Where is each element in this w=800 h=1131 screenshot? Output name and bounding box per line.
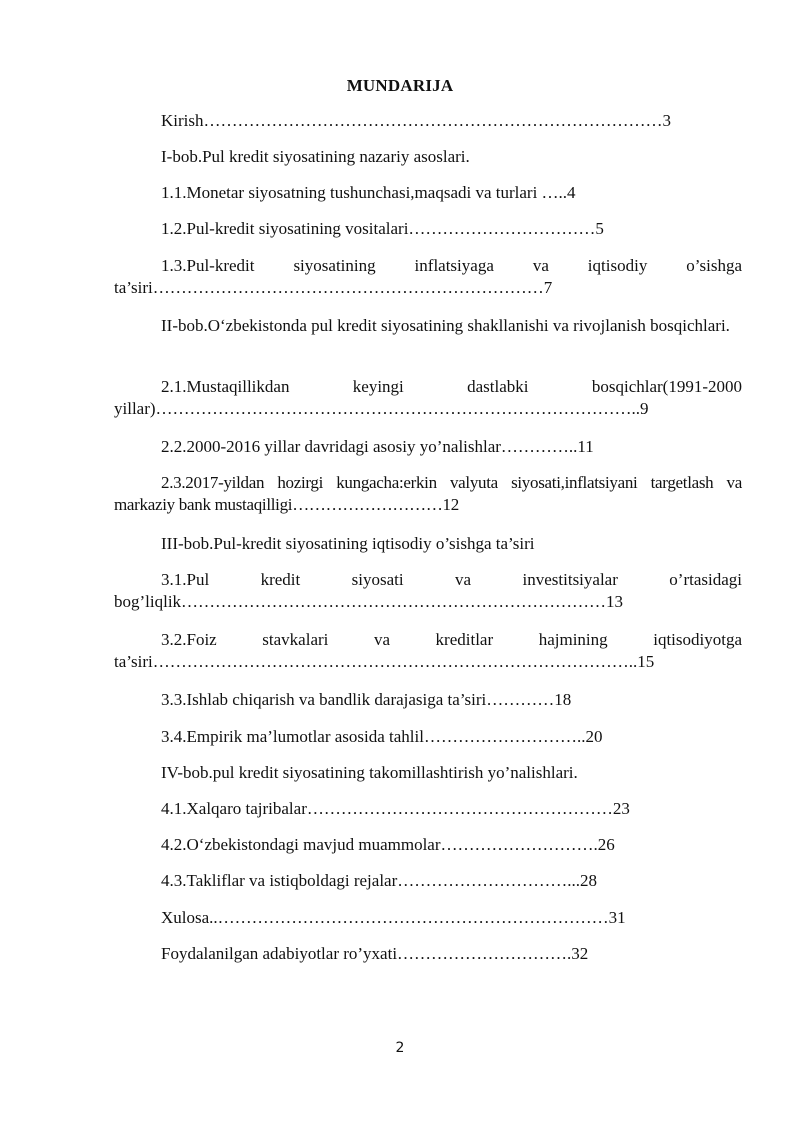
toc-entry-line-2: yillar)…………………………………………………………………………..9 bbox=[114, 399, 649, 418]
toc-entry-2-2 bbox=[114, 436, 789, 458]
toc-entry-3-3 bbox=[114, 689, 789, 711]
toc-entry-text: 3.4.Empirik ma’lumotlar asosida tahlil………………………..20 bbox=[161, 727, 603, 746]
toc-entry-line-1: 1.3.Pul-kredit siyosatining inflatsiyaga va iqtisodiy o’sishga bbox=[161, 256, 742, 275]
toc-entry-text: III-bob.Pul-kredit siyosatining iqtisodiy o’sishga ta’siri bbox=[161, 534, 535, 553]
toc-entry-4-3 bbox=[114, 870, 789, 892]
toc-entry-text: 3.3.Ishlab chiqarish va bandlik darajasiga ta’siri…………18 bbox=[161, 690, 572, 709]
toc-entry-xulosa bbox=[114, 907, 789, 929]
toc-entry-text: 1.2.Pul-kredit siyosatining vositalari……………………………5 bbox=[161, 219, 604, 238]
toc-entry-text: Kirish………………………………………………………………………3 bbox=[161, 111, 671, 130]
toc-chapter-4-heading bbox=[114, 762, 789, 784]
toc-entry-text: 4.2.O‘zbekistondagi mavjud muammolar……………………….26 bbox=[161, 835, 615, 854]
toc-entry-line-2: bog’liqlik…………………………………………………………………13 bbox=[114, 592, 624, 611]
toc-entry-line-1: 2.1.Mustaqillikdan keyingi dastlabki bosqichlar(1991-2000 bbox=[161, 377, 742, 396]
toc-entry-1-3 bbox=[114, 255, 742, 299]
toc-entry-text: 4.1.Xalqaro tajribalar………………………………………………23 bbox=[161, 799, 630, 818]
toc-entry-1-2 bbox=[114, 218, 789, 240]
toc-entry-line-2: ta’siri…………………………………………………………………………..15 bbox=[114, 652, 655, 671]
toc-entry-4-2 bbox=[114, 834, 789, 856]
page-title: MUNDARIJA bbox=[346, 76, 454, 95]
toc-chapter-2-heading bbox=[114, 315, 742, 337]
toc-entry-text: I-bob.Pul kredit siyosatining nazariy asoslari. bbox=[161, 147, 470, 166]
page-number: 2 bbox=[395, 1040, 405, 1056]
toc-entry-1-1 bbox=[114, 182, 789, 204]
toc-entry-2-1 bbox=[114, 376, 742, 420]
toc-entry-line-1: 3.1.Pul kredit siyosati va investitsiyalar o’rtasidagi bbox=[161, 570, 742, 589]
toc-entry-text: 2.2.2000-2016 yillar davridagi asosiy yo’nalishlar…………..11 bbox=[161, 437, 594, 456]
toc-entry-3-2 bbox=[114, 629, 742, 673]
toc-entry-kirish bbox=[114, 110, 789, 132]
toc-entry-line-2: ta’siri……………………………………………………………7 bbox=[114, 278, 553, 297]
toc-entry-line-1: 3.2.Foiz stavkalari va kreditlar hajmining iqtisodiyotga bbox=[161, 630, 742, 649]
toc-entry-3-1 bbox=[114, 569, 742, 613]
toc-entry-text: IV-bob.pul kredit siyosatining takomillashtirish yo’nalishlari. bbox=[161, 763, 578, 782]
toc-entry-text: 2.3.2017-yildan hozirgi kungacha:erkin valyuta siyosati,inflatsiyani targetlash va markaziy bank mustaqilligi………………………12 bbox=[114, 473, 742, 514]
toc-entry-text: Foydalanilgan adabiyotlar ro’yxati………………………….32 bbox=[161, 944, 589, 963]
toc-entry-text: Xulosa..……………………………………………………………31 bbox=[161, 908, 626, 927]
toc-entry-text: 4.3.Takliflar va istiqboldagi rejalar…………………………...28 bbox=[161, 871, 598, 890]
toc-entry-4-1 bbox=[114, 798, 789, 820]
toc-entry-text: II-bob.O‘zbekistonda pul kredit siyosatining shakllanishi va rivojlanish bosqichlari. bbox=[161, 316, 730, 335]
toc-chapter-3-heading bbox=[114, 533, 789, 555]
toc-entry-3-4 bbox=[114, 726, 789, 748]
toc-entry-2-3 bbox=[114, 472, 742, 516]
toc-chapter-1-heading bbox=[114, 146, 789, 168]
toc-entry-bibliography bbox=[114, 943, 789, 965]
toc-entry-text: 1.1.Monetar siyosatning tushunchasi,maqsadi va turlari …..4 bbox=[161, 183, 576, 202]
